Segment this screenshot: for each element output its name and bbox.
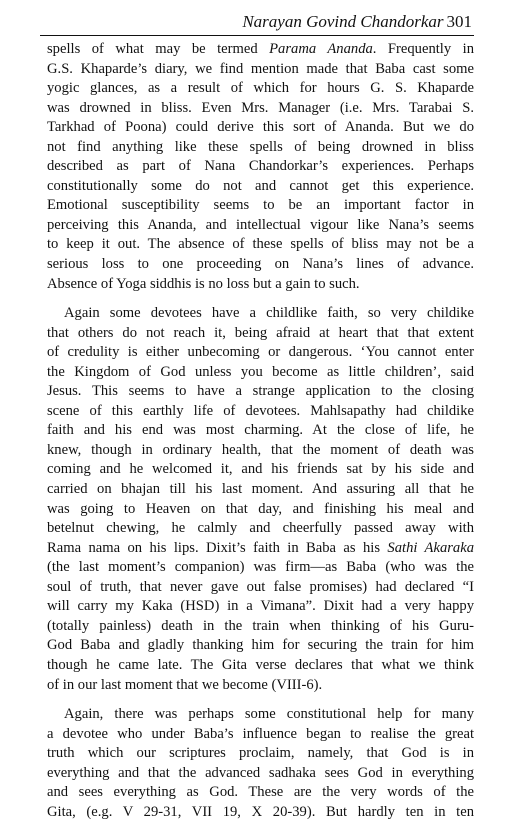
text-line: Emotional susceptibility seems to be an important factor in — [47, 197, 474, 214]
text-line: that others do not reach it, being afraid at heart that that extent — [47, 324, 474, 341]
text-line: spells of what may be termed Parama Ananda. Frequently in — [47, 41, 474, 57]
text-line: Jesus. This seems to have a strange application to the closing — [47, 383, 474, 400]
text-line: (the last moment’s companion) was firm—as Baba (who was the — [47, 559, 474, 576]
text-line: Tarkhad of Poona) could derive this sort of Ananda. But we do — [47, 119, 474, 136]
page-number: 301 — [446, 12, 472, 31]
italic-term: Parama Ananda — [269, 41, 373, 57]
text-line: Absence of Yoga siddhis is no loss but a gain to such. — [47, 275, 360, 292]
text-line: to keep it out. The absence of these spells of bliss may not be a — [47, 236, 474, 253]
text-line: the Kingdom of God unless you become as little children’, said — [47, 363, 474, 380]
running-header — [40, 12, 472, 32]
text-line: of in our last moment that we become (VIII-6). — [47, 676, 323, 693]
text-line: Rama nama on his lips. Dixit’s faith in Baba as his Sathi Akaraka — [47, 539, 474, 556]
italic-term: Sathi Akaraka — [387, 539, 474, 556]
text-line: not find anything like these spells of being drowned in bliss — [47, 138, 474, 155]
text-line: constitutionally some do not and cannot get this experience. — [47, 177, 474, 194]
text-line: was drowned in bliss. Even Mrs. Manager (i.e. Mrs. Tarabai S. — [47, 99, 474, 116]
paragraph-3 — [47, 705, 474, 822]
text-line: of credulity is either unbecoming or dangerous. ‘You cannot enter — [47, 344, 474, 361]
text-line: was going to Heaven on that day, and finishing his meal and — [47, 500, 474, 517]
text-line: serious loss to one proceeding on Nana’s lines of advance. — [47, 256, 474, 273]
text-line: everything and that the advanced sadhaka sees God in everything — [47, 764, 474, 781]
text-line: though he came late. The Gita verse declares that what we think — [47, 656, 474, 673]
text-line: carried on bhajan till his last moment. And assuring all that he — [47, 481, 474, 498]
text-line: will carry my Kaka (HSD) in a Vimana”. Dixit had a very happy — [47, 598, 474, 615]
text-line: a devotee who under Baba’s influence began to realise the great — [47, 725, 474, 742]
text-line: Again some devotees have a childlike faith, so very childike — [64, 305, 474, 322]
text-line: G.S. Khaparde’s diary, we find mention made that Baba cast some — [47, 60, 474, 77]
body-text — [47, 40, 474, 822]
text-line: soul of truth, that never gave out false promises) had declared “I — [47, 578, 474, 595]
text-line: (totally painless) death in the train when thinking of his Guru- — [47, 617, 474, 634]
running-title: Narayan Govind Chandorkar — [242, 12, 444, 31]
text-line: coming and he welcomed it, and his friends sat by his side and — [47, 461, 474, 478]
text-line: knew, though in ordinary health, that the moment of death was — [47, 441, 474, 458]
text-line: faith and his end was most charming. At the close of life, he — [47, 422, 474, 439]
text-line: betelnut chewing, he calmly and cheerfully passed away with — [47, 520, 474, 537]
text-line: and sees everything as God. These are the very words of the — [47, 784, 474, 801]
text-line: scene of this earthly life of devotees. Mahlsapathy had childike — [47, 402, 474, 419]
text-line: yogic glances, as a result of which for hours G. S. Khaparde — [47, 80, 474, 97]
paragraph-1 — [47, 40, 474, 294]
text-line: God Baba and gladly thanking him for securing the train for him — [47, 637, 474, 654]
text-line: Gita, (e.g. V 29-31, VII 19, X 20-39). But hardly ten in ten — [47, 803, 474, 820]
text-line: described as part of Nana Chandorkar’s experiences. Perhaps — [47, 158, 474, 175]
text-line: truth which our scriptures proclaim, namely, that God is in — [47, 745, 474, 762]
text-line: perceiving this Ananda, and intellectual vigour like Nana’s seems — [47, 216, 474, 233]
text-line: Again, there was perhaps some constitutional help for many — [64, 706, 474, 723]
paragraph-2 — [47, 304, 474, 695]
header-rule — [40, 35, 474, 36]
